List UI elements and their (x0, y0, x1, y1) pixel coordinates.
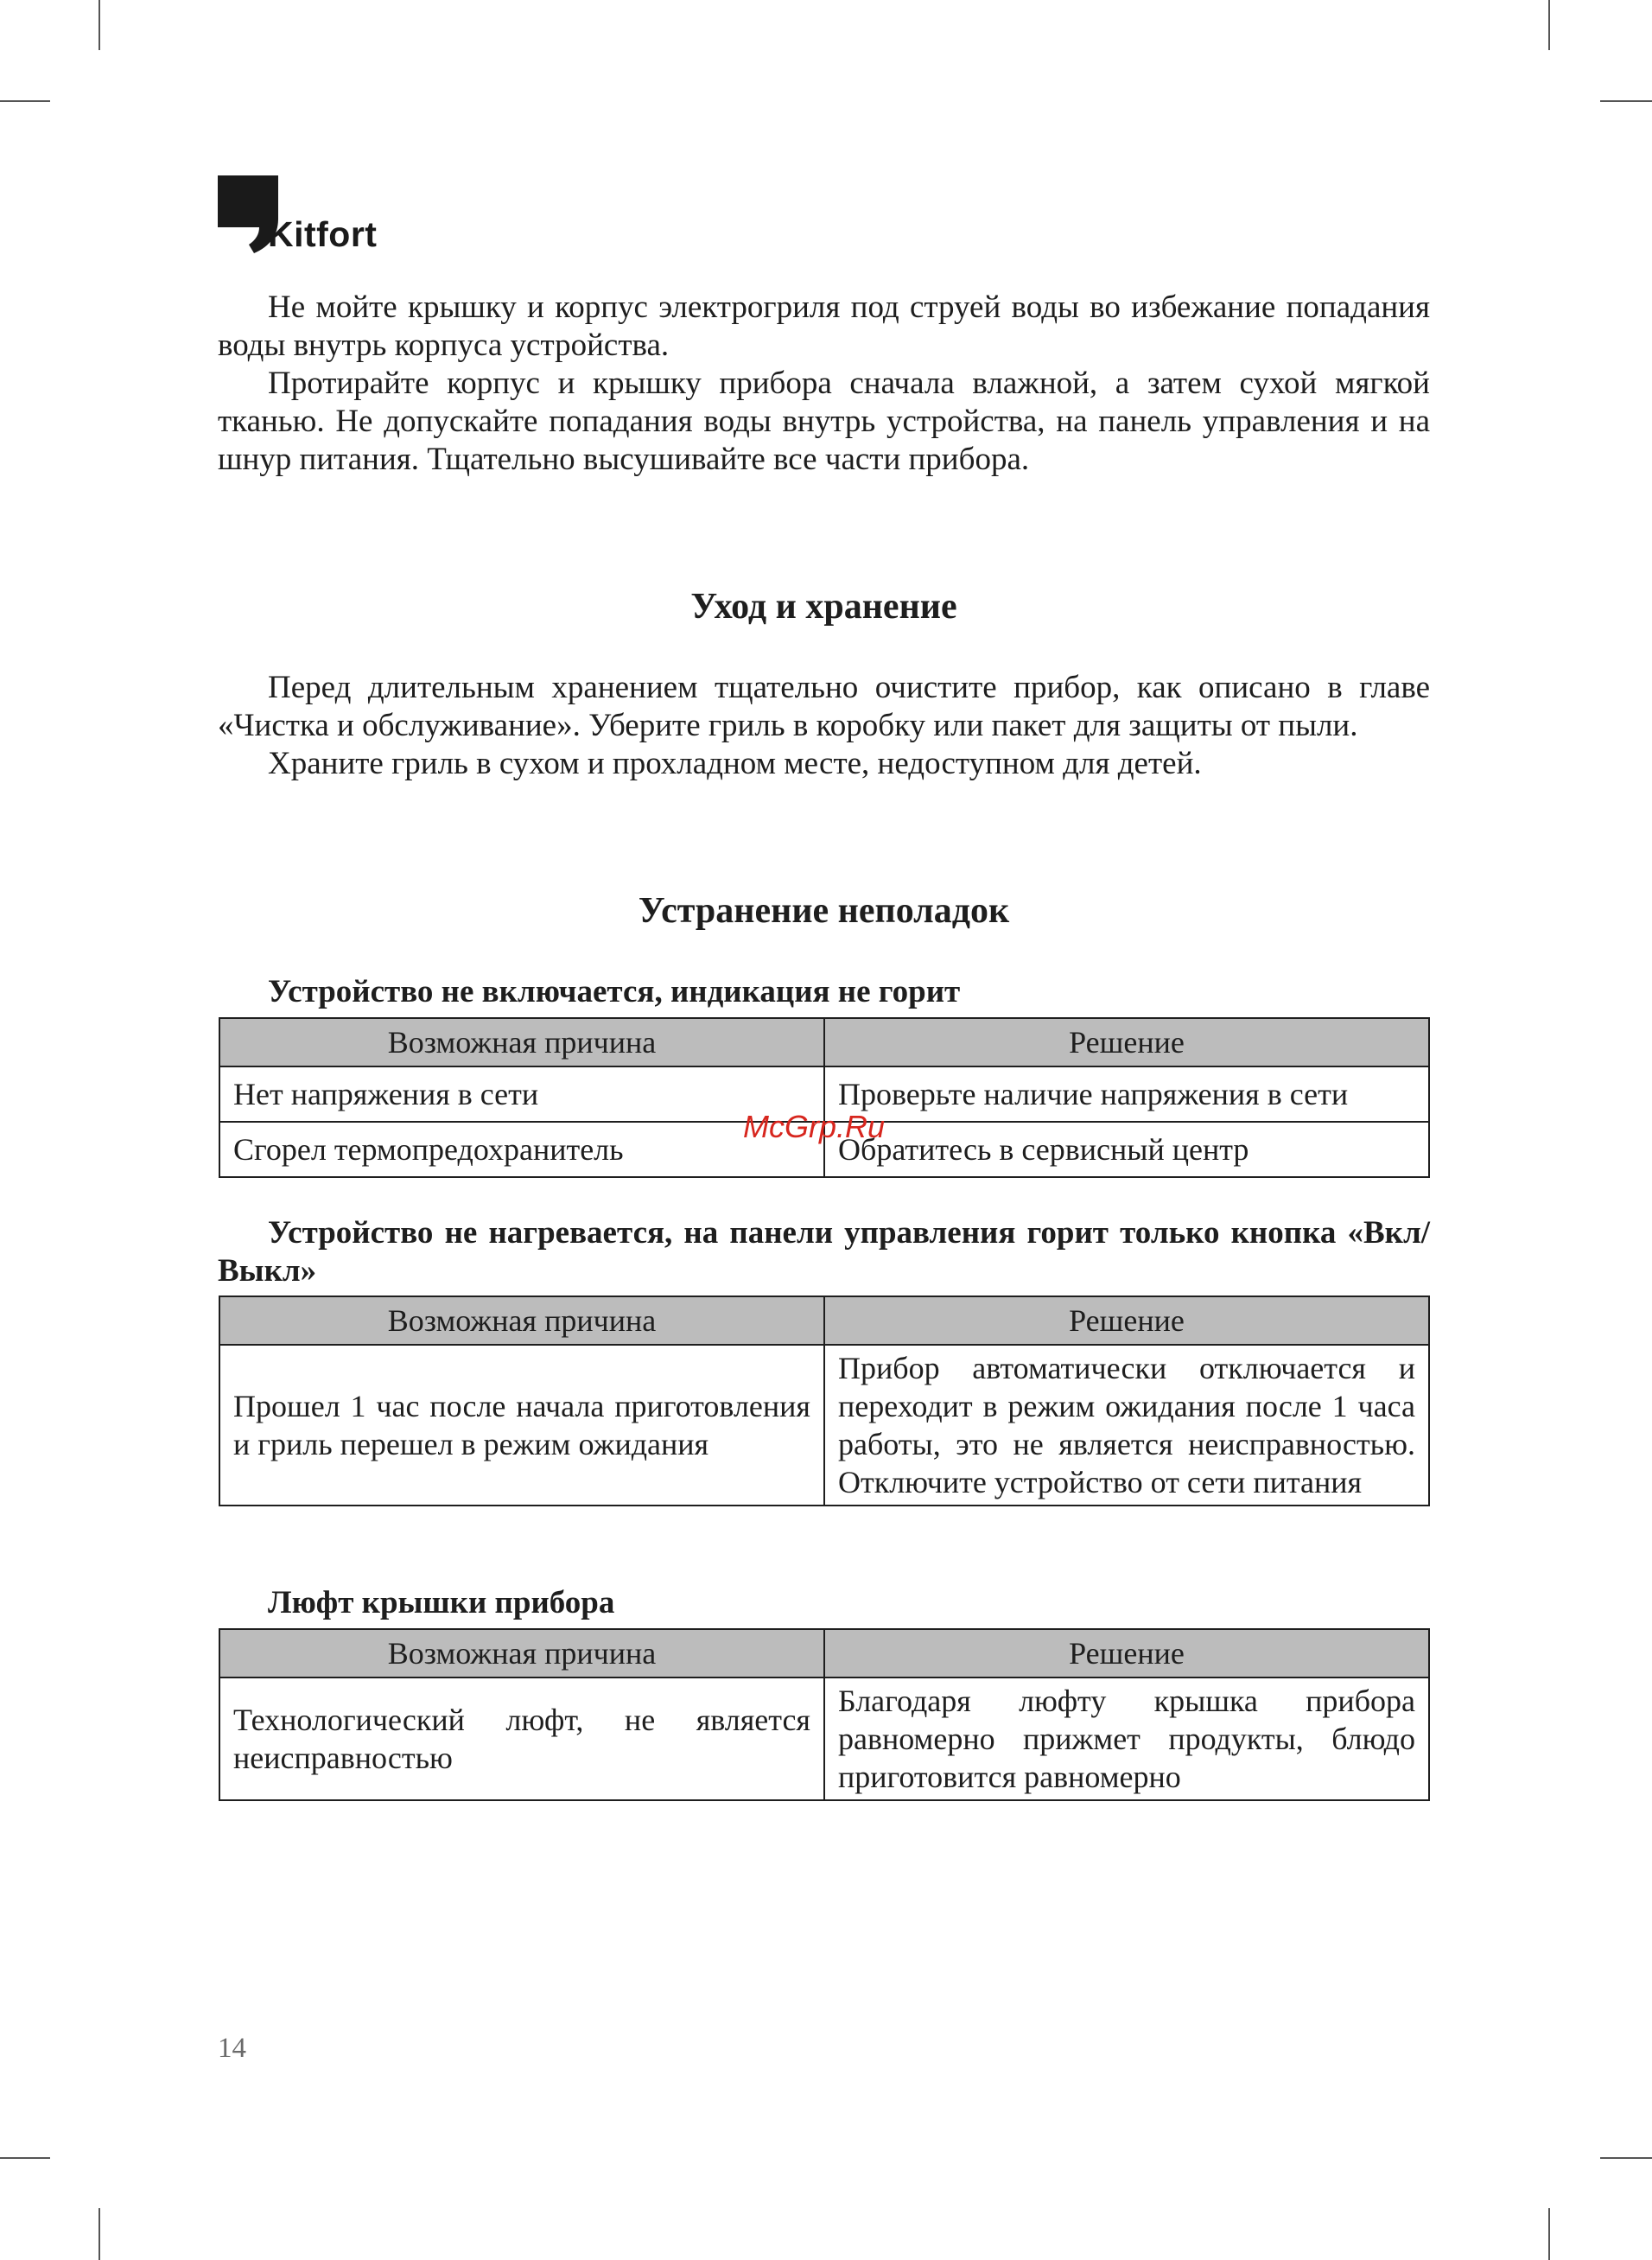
cause-cell: Сгорел термопредохранитель (219, 1122, 824, 1177)
table-row (219, 1677, 1429, 1800)
paragraph: Перед длительным хранением тщательно очистите прибор, как описано в главе «Чистка и обслуживание». Уберите гриль в коробку или пакет для защиты от пыли. (218, 670, 1430, 743)
column-header: Возможная причина (219, 1629, 824, 1677)
section-title-care: Уход и хранение (690, 587, 957, 627)
cause-cell: Технологический люфт, не является неисправностью (219, 1677, 824, 1800)
solution-cell: Прибор автоматически отключается и переходит в режим ожидания после 1 часа работы, это не является неисправностью. Отключите устройство от сети питания (824, 1345, 1429, 1506)
troubleshooting-table (219, 1296, 1430, 1506)
crop-mark (1548, 2208, 1550, 2260)
problem-heading: Люфт крышки прибора (268, 1585, 615, 1620)
table-header-row (219, 1018, 1429, 1066)
crop-mark (1548, 0, 1550, 50)
care-text (218, 669, 1430, 783)
solution-cell: Благодаря люфту крышка прибора равномерно прижмет продукты, блюдо приготовится равномерно (824, 1677, 1429, 1800)
problem-heading: Устройство не включается, индикация не горит (268, 974, 961, 1009)
column-header: Возможная причина (219, 1018, 824, 1066)
page-number: 14 (218, 2033, 246, 2064)
solution-cell: Проверьте наличие напряжения в сети (824, 1066, 1429, 1122)
table-header-row (219, 1629, 1429, 1677)
brand-name: Kitfort (268, 214, 378, 254)
column-header: Решение (824, 1629, 1429, 1677)
crop-mark (1600, 100, 1652, 102)
column-header: Решение (824, 1296, 1429, 1345)
problem-heading: Устройство не нагревается, на панели управления горит только кнопка «Вкл/Выкл» (218, 1215, 1430, 1289)
cause-cell: Прошел 1 час после начала приготовления и гриль перешел в режим ожидания (219, 1345, 824, 1506)
cause-cell: Нет напряжения в сети (219, 1066, 824, 1122)
paragraph: Не мойте крышку и корпус электрогриля под струей воды во избежание попадания воды внутрь корпуса устройства. (218, 290, 1430, 363)
solution-cell: Обратитесь в сервисный центр (824, 1122, 1429, 1177)
table-header-row (219, 1296, 1429, 1345)
troubleshooting-table (219, 1628, 1430, 1801)
crop-mark (0, 2157, 50, 2159)
section-title-troubleshooting: Устранение неполадок (638, 891, 1010, 931)
crop-mark (0, 100, 50, 102)
column-header: Решение (824, 1018, 1429, 1066)
paragraph: Протирайте корпус и крышку прибора сначала влажной, а затем сухой мягкой тканью. Не допускайте попадания воды внутрь устройства, на панель управления и на шнур питания. Тщательно высушивайте все части прибора. (218, 366, 1430, 477)
table-row (219, 1345, 1429, 1506)
crop-mark (1600, 2157, 1652, 2159)
column-header: Возможная причина (219, 1296, 824, 1345)
paragraph: Храните гриль в сухом и прохладном месте, недоступном для детей. (268, 746, 1202, 781)
crop-mark (98, 0, 100, 50)
intro-text (218, 289, 1430, 479)
troubleshooting-table (219, 1017, 1430, 1178)
crop-mark (98, 2208, 100, 2260)
watermark: McGrp.Ru (743, 1109, 886, 1144)
